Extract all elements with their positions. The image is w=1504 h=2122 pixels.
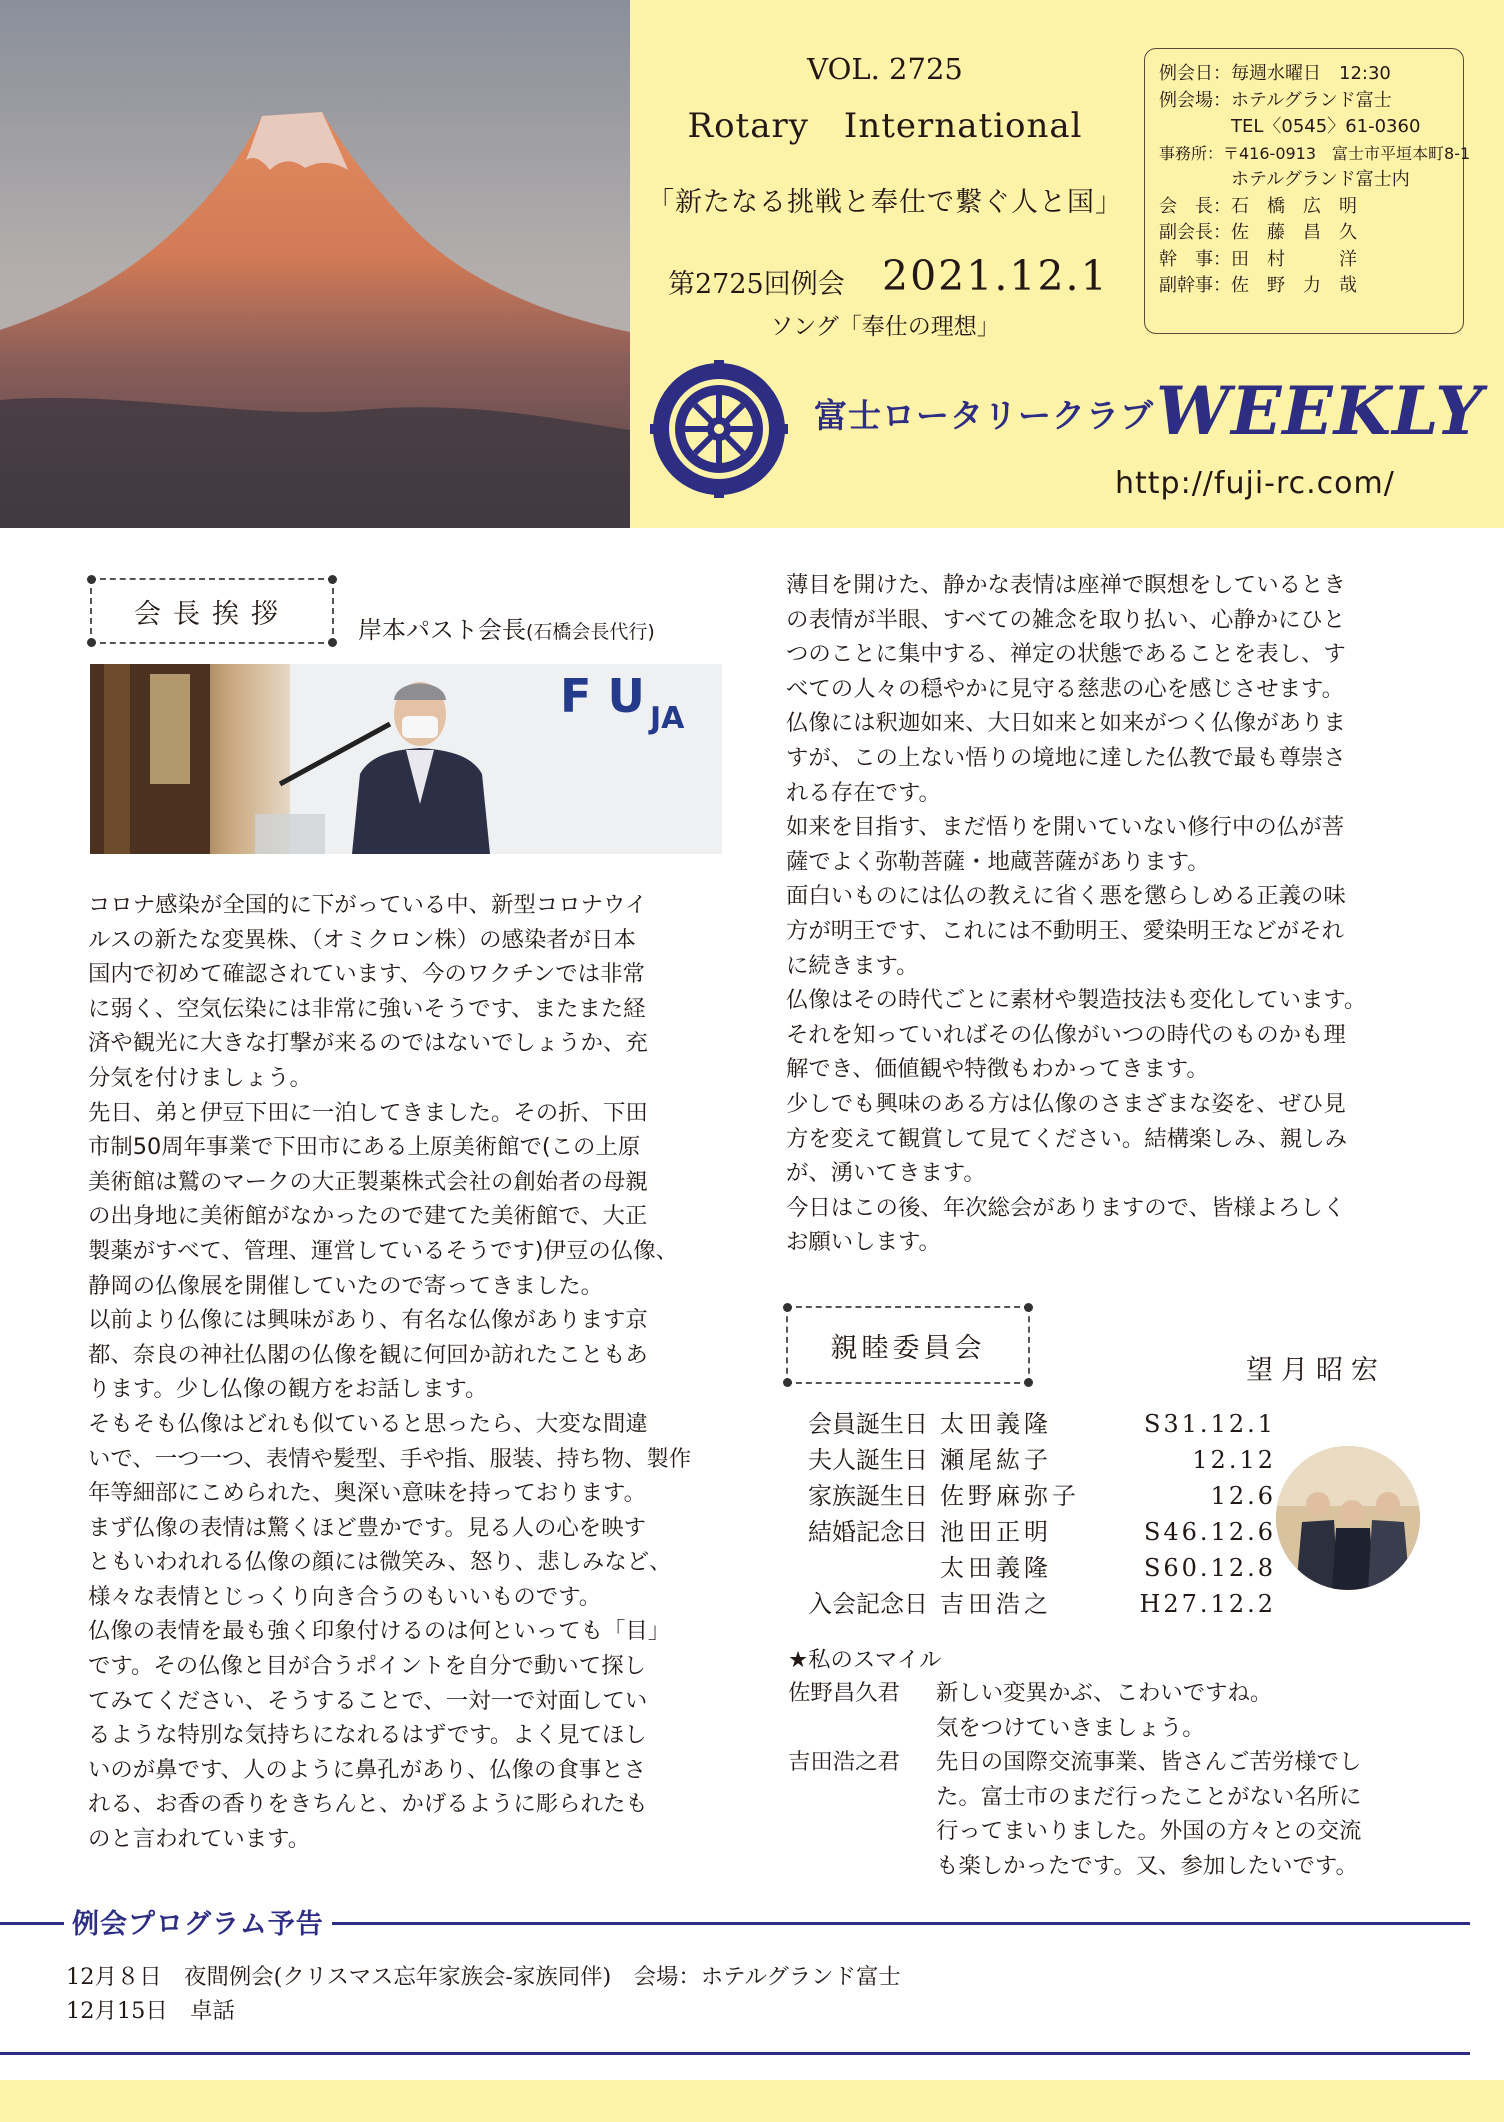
text-line: 薩でよく弥勒菩薩・地蔵菩薩があります。 <box>786 848 1210 875</box>
info-line: TEL〈0545〉61-0360 <box>1159 116 1421 137</box>
text-line: 市制50周年事業で下田市にある上原美術館で(この上原 <box>88 1134 641 1161</box>
corner-dot <box>87 638 96 647</box>
section-label: 会長挨拶 <box>134 598 290 630</box>
text-line: 方が明王です、これには不動明王、愛染明王などがそれ <box>786 917 1344 944</box>
text-line: 国内で初めて確認されています、今のワクチンでは非常 <box>88 961 645 988</box>
text-line: てみてください、そうすることで、一対一で対面してい <box>88 1687 648 1714</box>
text-line: 静岡の仏像展を開催していたので寄ってきました。 <box>88 1272 603 1299</box>
anniversary-name: 瀬尾紘子 <box>940 1446 1052 1474</box>
anniversary-label: 入会記念日 <box>808 1590 928 1618</box>
text-line: コロナ感染が全国的に下がっている中、新型コロナウイ <box>88 892 648 918</box>
text-line: いのが鼻です、人のように鼻孔があり、仏像の食事とさ <box>88 1756 646 1783</box>
text-line: 方を変えて観賞して見てください。結構楽しみ、親しみ <box>786 1125 1348 1152</box>
smile-line <box>788 1745 1361 1780</box>
anniversary-date: S46.12.6 <box>1143 1518 1276 1546</box>
club-name: 富士ロータリークラブ <box>814 396 1154 435</box>
text-line: るような特別な気持ちになれるはずです。よく見てほし <box>88 1722 647 1749</box>
rotary-emblem-icon <box>650 360 788 498</box>
text-line: が、湧いてきます。 <box>786 1160 986 1187</box>
corner-dot <box>328 638 337 647</box>
president-message-left <box>88 888 728 1857</box>
text-line: れる、お香の香りをきちんと、かげるように彫られたも <box>88 1791 648 1818</box>
text-line: 先日、弟と伊豆下田に一泊してきました。その折、下田 <box>88 1099 648 1126</box>
divider <box>0 2052 1470 2055</box>
text-line: 仏像の表情を最も強く印象付けるのは何といっても「目」 <box>88 1618 671 1645</box>
anniversary-row <box>790 1442 1276 1478</box>
text-line: 分気を付けましょう。 <box>88 1064 312 1091</box>
smile-member-name: 吉田浩之君 <box>788 1749 900 1776</box>
website-url[interactable]: http://fuji-rc.com/ <box>1115 466 1395 501</box>
anniversary-list <box>790 1406 1276 1622</box>
program-heading: 例会プログラム予告 <box>64 1902 332 1941</box>
text-line: の出身地に美術館がなかったので建てた美術館で、大正 <box>88 1203 648 1230</box>
corner-dot <box>328 575 337 584</box>
text-line: べての人々の穏やかに見守る慈悲の心を感じさせます。 <box>786 675 1344 702</box>
info-line: 会 長：石 橋 広 明 <box>1159 195 1357 217</box>
text-line: 解でき、価値観や特徴もわかってきます。 <box>786 1056 1209 1083</box>
text-line: 製薬がすべて、管理、運営しているそうです)伊豆の仏像、 <box>88 1237 678 1264</box>
members-photo <box>1276 1446 1420 1590</box>
friendship-section-heading <box>786 1306 1030 1384</box>
info-line: 例会日：毎週水曜日 12:30 <box>1159 63 1391 84</box>
anniversary-label <box>790 1550 940 1586</box>
speaker-note: (石橋会長代行) <box>526 621 655 643</box>
speaker-name <box>358 610 655 645</box>
text-line: 都、奈良の神社仏閣の仏像を観に何回か訪れたこともあ <box>88 1341 648 1368</box>
info-line: 幹 事：田 村 洋 <box>1159 248 1357 270</box>
anniversary-date: 12.6 <box>1210 1482 1276 1510</box>
smile-line <box>788 1849 1361 1884</box>
text-line: それを知っていればその仏像がいつの時代のものかも理 <box>786 1021 1346 1048</box>
theme-slogan: 「新たなる挑戦と奉仕で繋ぐ人と国」 <box>647 187 1123 218</box>
text-line: のと言われています。 <box>88 1826 311 1853</box>
text-line: 年等細部にこめられた、奥深い意味を持っております。 <box>88 1480 646 1507</box>
info-line: 副会長：佐 藤 昌 久 <box>1159 222 1357 243</box>
smile-member-name <box>788 1814 936 1849</box>
smile-list <box>788 1676 1361 1884</box>
president-section-heading <box>90 578 334 644</box>
anniversary-name: 佐野麻弥子 <box>940 1482 1080 1510</box>
anniversary-row <box>790 1514 1276 1550</box>
text-line: れる存在です。 <box>786 779 941 806</box>
anniversary-label: 会員誕生日 <box>808 1410 928 1438</box>
program-item: 12月15日 卓話 <box>66 1998 235 2024</box>
anniversary-name: 太田義隆 <box>940 1554 1052 1582</box>
song-title: ソング「奉仕の理想」 <box>770 314 1000 340</box>
meeting-date: 2021.12.1 <box>882 252 1109 300</box>
smile-member-name <box>788 1780 936 1815</box>
smile-line <box>788 1814 1361 1849</box>
text-line: 仏像はその時代ごとに素材や製造技法も変化しています。 <box>786 987 1367 1014</box>
anniversary-date: S31.12.1 <box>1143 1410 1276 1438</box>
text-line: です。その仏像と目が合うポイントを自分で動いて探し <box>88 1653 646 1680</box>
smile-member-name: 佐野昌久君 <box>788 1680 900 1706</box>
text-line: 面白いものには仏の教えに省く悪を懲らしめる正義の味 <box>786 883 1346 910</box>
text-line: 如来を目指す、まだ悟りを開いていない修行中の仏が菩 <box>786 814 1344 841</box>
text-line: ルスの新たな変異株、（オミクロン株）の感染者が日本 <box>88 926 636 953</box>
anniversary-row <box>790 1478 1276 1514</box>
committee-author: 望月昭宏 <box>1246 1355 1386 1386</box>
text-line: つのことに集中する、禅定の状態であることを表し、す <box>786 641 1346 668</box>
text-line: まず仏像の表情は驚くほど豊かです。見る人の心を映す <box>88 1514 646 1541</box>
anniversary-row <box>790 1586 1276 1622</box>
text-line: 様々な表情とじっくり向き合うのもいいものです。 <box>88 1583 602 1610</box>
anniversary-name: 池田正明 <box>940 1518 1052 1546</box>
program-list <box>66 1960 901 2028</box>
anniversary-date: S60.12.8 <box>1143 1554 1276 1582</box>
smile-text: 新しい変異かぶ、こわいですね。 <box>936 1680 1273 1706</box>
corner-dot <box>87 575 96 584</box>
speaker: 岸本パスト会長 <box>358 616 526 644</box>
svg-text:JA: JA <box>650 701 685 736</box>
anniversary-label: 結婚記念日 <box>808 1518 928 1546</box>
mount-fuji-photo <box>0 0 630 528</box>
footer-band <box>0 2080 1504 2122</box>
info-line: ホテルグランド富士内 <box>1159 169 1410 190</box>
anniversary-label: 家族誕生日 <box>808 1482 928 1510</box>
smile-member-name <box>788 1849 936 1884</box>
smile-line <box>788 1676 1361 1711</box>
text-line: いで、一つ一つ、表情や髪型、手や指、服装、持ち物、製作 <box>88 1445 692 1472</box>
corner-dot <box>1024 1303 1033 1312</box>
anniversary-label: 夫人誕生日 <box>808 1446 928 1474</box>
text-line: の表情が半眼、すべての雑念を取り払い、心静かにひと <box>786 606 1346 633</box>
text-line: に弱く、空気伝染には非常に強いそうです、またまた経 <box>88 995 646 1022</box>
info-line: 副幹事：佐 野 力 哉 <box>1159 275 1357 296</box>
anniversary-row <box>790 1406 1276 1442</box>
text-line: 美術館は鷲のマークの大正製薬株式会社の創始者の母親 <box>88 1168 648 1195</box>
info-line: 事務所：〒416-0913 富士市平垣本町8-1 <box>1159 143 1471 163</box>
text-line: 薄目を開けた、静かな表情は座禅で瞑想をしているとき <box>786 572 1346 598</box>
speaker-photo <box>90 664 722 854</box>
text-line: 少しでも興味のある方は仏像のさまざまな姿を、ぜひ見 <box>786 1090 1346 1117</box>
svg-text:F U: F U <box>560 669 645 723</box>
text-line: 以前より仏像には興味があり、有名な仏像があります京 <box>88 1307 648 1334</box>
text-line: ります。少し仏像の観方をお話します。 <box>88 1376 488 1403</box>
corner-dot <box>783 1378 792 1387</box>
smile-text: 気をつけていきましょう。 <box>936 1714 1205 1741</box>
smile-text: 先日の国際交流事業、皆さんご苦労様でし <box>936 1749 1362 1776</box>
smile-member-name <box>788 1711 936 1746</box>
weekly-logo: WEEKLY <box>1156 372 1484 450</box>
smile-text: 行ってまいりました。外国の方々との交流 <box>936 1818 1362 1845</box>
info-line: 例会場：ホテルグランド富士 <box>1159 89 1392 111</box>
anniversary-date: 12.12 <box>1192 1446 1276 1474</box>
anniversary-name: 吉田浩之 <box>940 1590 1052 1618</box>
text-line: 今日はこの後、年次総会がありますので、皆様よろしく <box>786 1194 1346 1221</box>
smile-line <box>788 1711 1361 1746</box>
text-line: に続きます。 <box>786 952 919 979</box>
anniversary-name: 太田義隆 <box>940 1410 1052 1438</box>
section-label: 親睦委員会 <box>830 1332 986 1364</box>
president-message-right <box>786 568 1426 1260</box>
smile-heading: ★私のスマイル <box>788 1647 942 1673</box>
smile-line <box>788 1780 1361 1815</box>
text-line: ともいわれれる仏像の顔には微笑み、怒り、悲しみなど、 <box>88 1549 672 1576</box>
text-line: 仏像には釈迦如来、大日如来と如来がつく仏像がありま <box>786 710 1346 737</box>
organization-name: Rotary International <box>687 106 1083 146</box>
text-line: すが、この上ない悟りの境地に達した仏教で最も尊崇さ <box>786 744 1346 771</box>
text-line: 済や観光に大きな打撃が来るのではないでしょうか、充 <box>88 1030 648 1057</box>
meeting-number: 第2725回例会 <box>668 269 845 300</box>
text-line: お願いします。 <box>786 1229 941 1256</box>
smile-text: た。富士市のまだ行ったことがない名所に <box>936 1783 1362 1810</box>
anniversary-row <box>790 1550 1276 1586</box>
club-info-box <box>1144 48 1471 334</box>
volume-number: VOL. 2725 <box>807 52 963 86</box>
program-item: 12月８日 夜間例会(クリスマス忘年家族会-家族同伴) 会場：ホテルグランド富士 <box>66 1964 901 1990</box>
smile-text: も楽しかったです。又、参加したいです。 <box>936 1852 1358 1879</box>
corner-dot <box>1024 1378 1033 1387</box>
anniversary-date: H27.12.2 <box>1139 1590 1276 1618</box>
corner-dot <box>783 1303 792 1312</box>
text-line: そもそも仏像はどれも似ていると思ったら、大変な間違 <box>88 1410 648 1437</box>
